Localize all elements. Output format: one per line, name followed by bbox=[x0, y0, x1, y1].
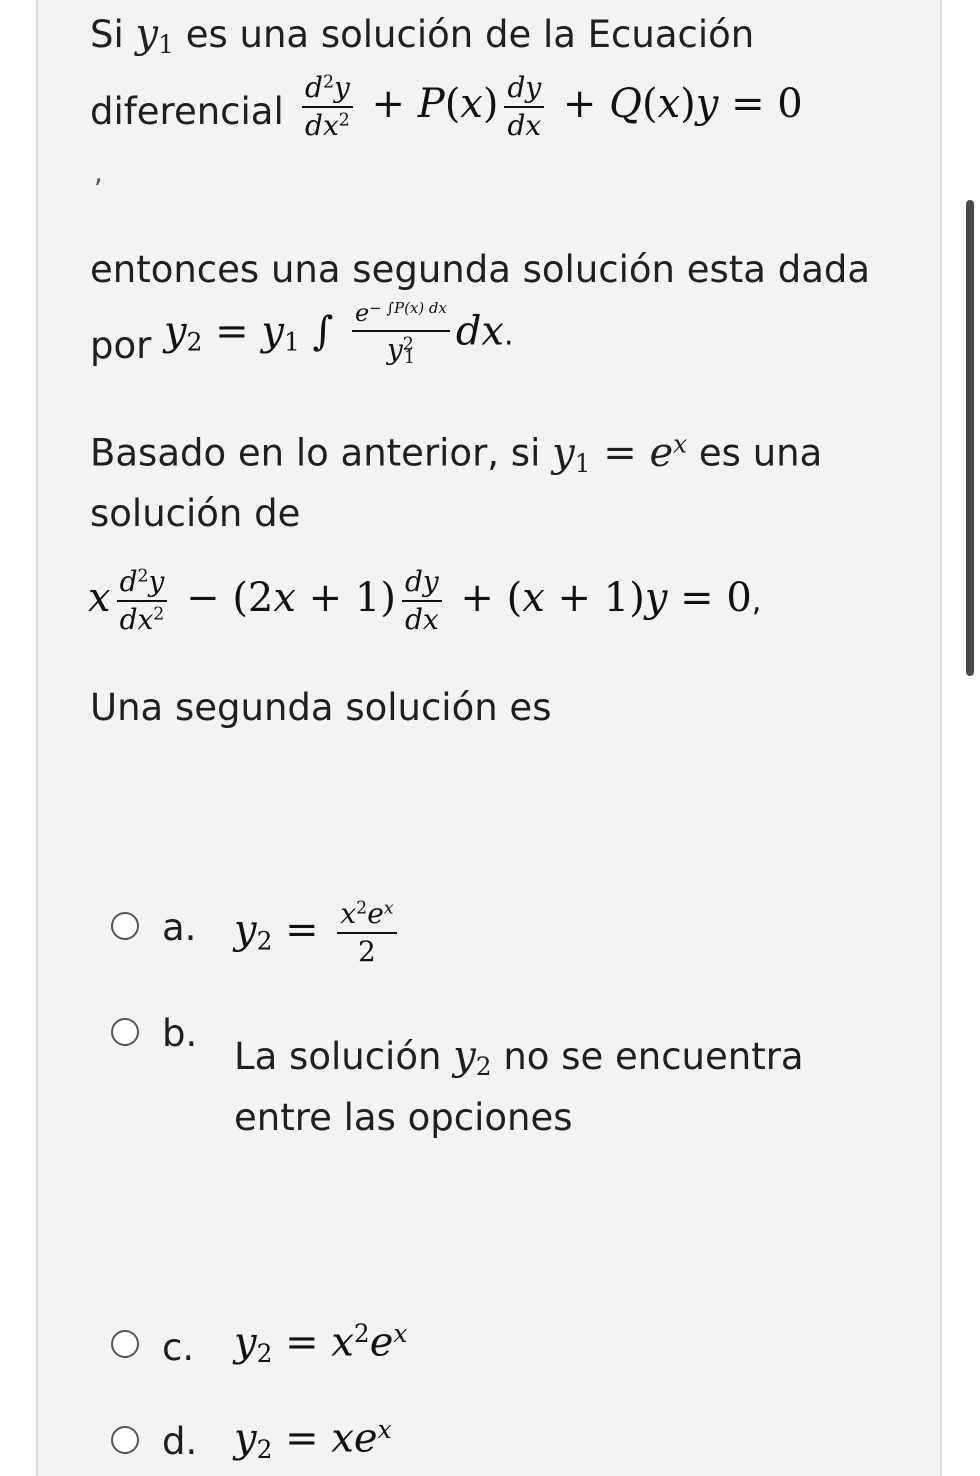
option-b-text-pre: La solución bbox=[234, 1035, 442, 1078]
question-line-8: Una segunda solución es bbox=[90, 686, 552, 729]
option-b-line-1 bbox=[234, 1034, 804, 1080]
y1-equals-ex: $y_1 = e^x$ bbox=[552, 429, 688, 478]
intro-rest: es una solución de la Ecuación bbox=[185, 13, 755, 56]
option-a-formula: $y_2$ = $\frac{x^2e^x}{2}$ bbox=[234, 898, 403, 968]
question-line-4-word: por bbox=[90, 324, 152, 367]
intro-si: Si bbox=[90, 13, 124, 56]
line5-b: es una bbox=[698, 431, 823, 475]
y2-symbol: $y_2$ bbox=[453, 1033, 492, 1082]
question-line-3: entonces una segunda solución esta dada bbox=[90, 248, 871, 291]
option-d-radio[interactable] bbox=[111, 1426, 139, 1454]
option-c-letter: c. bbox=[162, 1326, 195, 1369]
question-line-6: solución de bbox=[90, 492, 301, 535]
question-line-1 bbox=[90, 12, 754, 58]
option-a-radio[interactable] bbox=[111, 912, 139, 940]
option-d-letter: d. bbox=[162, 1420, 198, 1463]
option-b-line-2: entre las opciones bbox=[234, 1096, 573, 1139]
scrollbar[interactable] bbox=[966, 200, 974, 676]
comma-mark: , bbox=[94, 156, 103, 189]
option-d-formula: $y_2 = xe^x$ bbox=[234, 1415, 392, 1464]
question-line-5 bbox=[90, 430, 822, 477]
question-card bbox=[36, 0, 942, 1476]
option-c-formula: $y_2 = x^2e^x$ bbox=[234, 1319, 408, 1368]
line5-a: Basado en lo anterior, si bbox=[90, 431, 541, 475]
option-c-radio[interactable] bbox=[111, 1330, 139, 1358]
question-line-2-word: diferencial bbox=[90, 90, 284, 133]
option-b-text-post: no se encuentra bbox=[503, 1035, 804, 1078]
specific-ode-formula: x $\frac{d^2y}{dx^2}$ − (2x + 1) $\frac{dy}{dx}$ + (x + 1)y = 0, bbox=[88, 565, 762, 637]
reduction-formula: $y_2 = y_1$ ∫ $\frac{e^{- \int P(x) dx}}{y^2_1}$ dx. bbox=[164, 299, 514, 369]
option-b-letter: b. bbox=[162, 1012, 198, 1055]
option-a-letter: a. bbox=[162, 906, 197, 949]
y1-symbol: $y_1$ bbox=[135, 11, 174, 60]
option-b-radio[interactable] bbox=[111, 1018, 139, 1046]
general-ode-formula: $\frac{d^2y}{dx^2}$ + P(x) $\frac{dy}{dx}$ + Q(x)y = 0 bbox=[296, 72, 803, 142]
